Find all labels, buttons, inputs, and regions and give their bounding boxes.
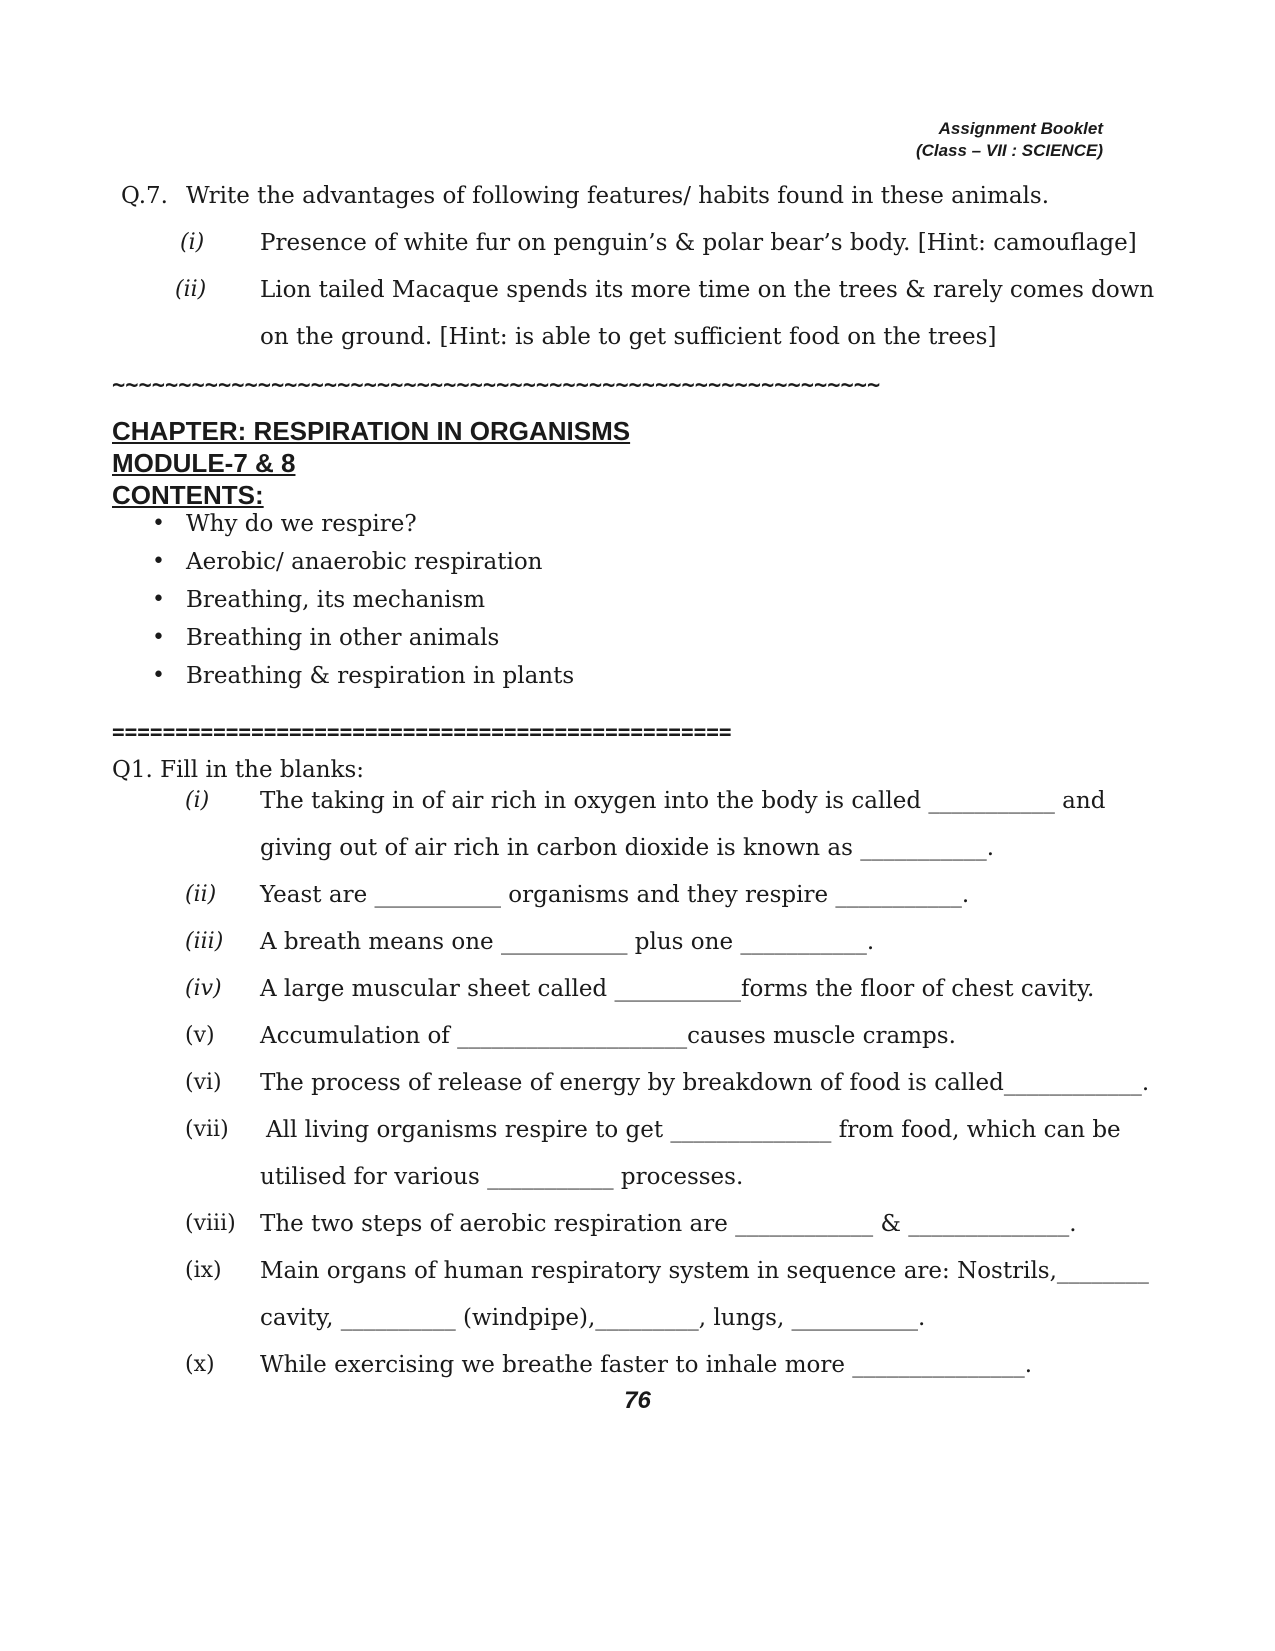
q1-item-text: A breath means one ___________ plus one ___________. xyxy=(260,929,875,955)
booklet-class: (Class – VII : SCIENCE) xyxy=(915,141,1103,160)
contents-heading: CONTENTS: xyxy=(112,480,264,510)
contents-item: Breathing in other animals xyxy=(186,625,500,651)
bullet-icon: • xyxy=(152,587,165,612)
q1-item-roman: (iv) xyxy=(185,976,222,1001)
module-title: MODULE-7 & 8 xyxy=(112,448,296,478)
q1-item-text: The two steps of aerobic respiration are ____________ & ______________. xyxy=(260,1211,1077,1237)
q1-item-roman: (iii) xyxy=(185,929,224,954)
q1-item-text: A large muscular sheet called ___________forms the floor of chest cavity. xyxy=(260,976,1095,1002)
page-number: 76 xyxy=(624,1387,651,1414)
equals-separator: ================================================= xyxy=(112,720,732,744)
q7-text: Write the advantages of following features/ habits found in these animals. xyxy=(186,183,1050,209)
q1-item-text: While exercising we breathe faster to inhale more _______________. xyxy=(260,1352,1033,1378)
q1-item-text: All living organisms respire to get ______________ from food, which can be xyxy=(266,1117,1121,1143)
q1-item-roman: (i) xyxy=(185,788,210,813)
q1-item-roman: (viii) xyxy=(185,1211,236,1236)
bullet-icon: • xyxy=(152,511,165,536)
q1-item-roman: (x) xyxy=(185,1352,215,1377)
q1-title: Q1. Fill in the blanks: xyxy=(112,757,365,783)
q7-item-text: Lion tailed Macaque spends its more time on the trees & rarely comes down xyxy=(260,277,1155,303)
bullet-icon: • xyxy=(152,663,165,688)
q1-item-text: The taking in of air rich in oxygen into the body is called ___________ and xyxy=(260,788,1106,814)
q1-item-text: giving out of air rich in carbon dioxide is known as ___________. xyxy=(260,835,995,861)
q1-item-text: Accumulation of ____________________causes muscle cramps. xyxy=(260,1023,956,1049)
contents-item: Why do we respire? xyxy=(186,511,417,537)
q7-item-roman: (ii) xyxy=(175,277,207,302)
q7-item-roman: (i) xyxy=(180,230,205,255)
tilde-separator: ~~~~~~~~~~~~~~~~~~~~~~~~~~~~~~~~~~~~~~~~~~~~~~~~~~~~~~~~~~ xyxy=(112,373,881,398)
q1-item-text: cavity, __________ (windpipe),_________, lungs, ___________. xyxy=(260,1305,926,1331)
q1-item-text: utilised for various ___________ processes. xyxy=(260,1164,744,1190)
bullet-icon: • xyxy=(152,625,165,650)
q1-item-roman: (v) xyxy=(185,1023,215,1048)
booklet-title: Assignment Booklet xyxy=(938,119,1103,138)
q1-item-text: Main organs of human respiratory system in sequence are: Nostrils,________ xyxy=(260,1258,1149,1284)
q1-item-text: Yeast are ___________ organisms and they respire ___________. xyxy=(260,882,970,908)
bullet-icon: • xyxy=(152,549,165,574)
contents-item: Aerobic/ anaerobic respiration xyxy=(186,549,543,575)
chapter-title: CHAPTER: RESPIRATION IN ORGANISMS xyxy=(112,416,631,446)
contents-item: Breathing, its mechanism xyxy=(186,587,486,613)
q1-item-roman: (ix) xyxy=(185,1258,222,1283)
q7-number: Q.7. xyxy=(121,183,168,209)
q1-item-roman: (vii) xyxy=(185,1117,229,1142)
contents-item: Breathing & respiration in plants xyxy=(186,663,575,689)
q1-item-text: The process of release of energy by breakdown of food is called____________. xyxy=(260,1070,1150,1096)
q1-item-roman: (ii) xyxy=(185,882,217,907)
q7-item-text: on the ground. [Hint: is able to get sufficient food on the trees] xyxy=(260,324,997,350)
q7-item-text: Presence of white fur on penguin’s & polar bear’s body. [Hint: camouflage] xyxy=(260,230,1137,256)
q1-item-roman: (vi) xyxy=(185,1070,222,1095)
